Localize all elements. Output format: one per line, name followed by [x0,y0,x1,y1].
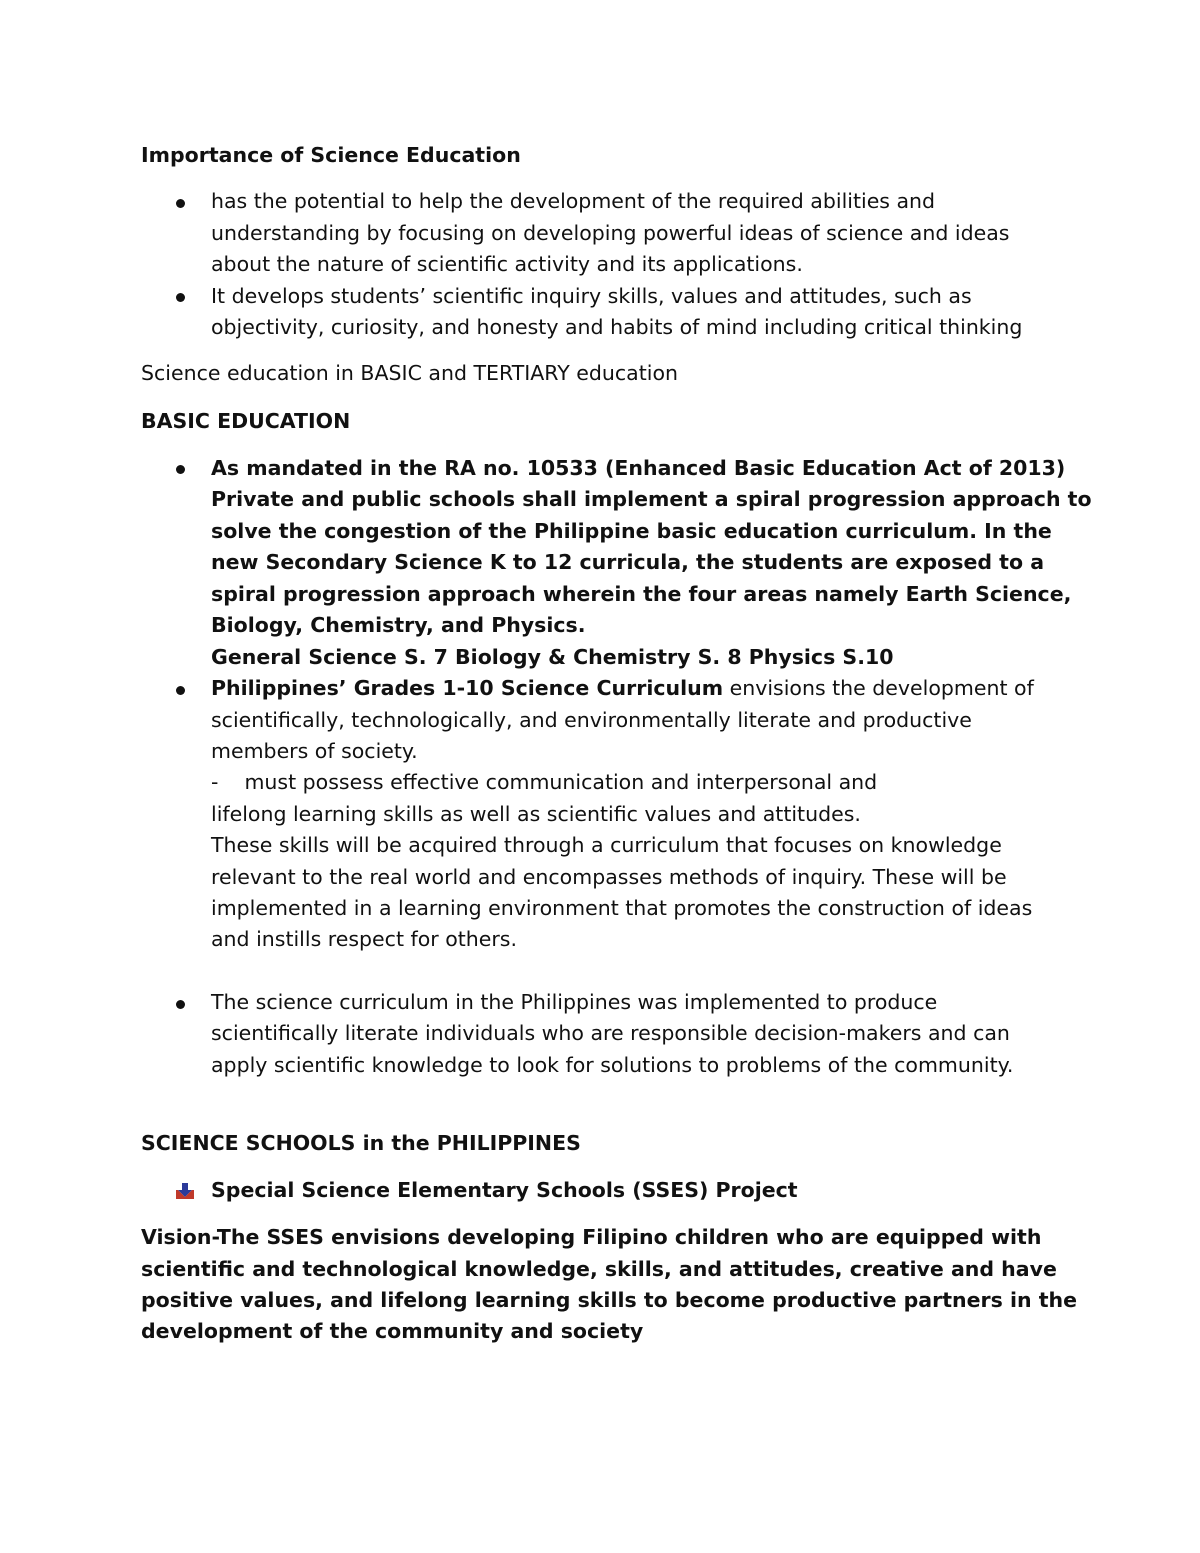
bullet-line: implemented in a learning environment that promotes the construction of ideas [211,896,1033,920]
vision-line: scientific and technological knowledge, skills, and attitudes, creative and have [141,1257,1057,1281]
vision-line: positive values, and lifelong learning skills to become productive partners in the [141,1288,1078,1312]
grade-levels-line: General Science S. 7 Biology & Chemistry S. 8 Physics S.10 [211,645,894,669]
bullet-line: and instills respect for others. [211,927,518,951]
bullet-line: The science curriculum in the Philippines was implemented to produce [211,990,938,1014]
section-title: Importance of Science Education [141,143,521,167]
bullet-line: about the nature of scientific activity and its applications. [211,252,803,276]
bullet-line: members of society. [211,739,418,763]
bullet-line: new Secondary Science K to 12 curricula, the students are exposed to a [211,550,1045,574]
vision-line: Vision-The SSES envisions developing Filipino children who are equipped with [141,1225,1042,1249]
bullet-dot [176,1000,185,1009]
bullet-line: As mandated in the RA no. 10533 (Enhanced Basic Education Act of 2013) [211,456,1066,480]
bullet-dot [176,293,185,302]
bullet-line: spiral progression approach wherein the four areas namely Earth Science, [211,582,1072,606]
bullet-dot [176,686,185,695]
bullet-line: objectivity, curiosity, and honesty and habits of mind including critical thinking [211,315,1023,339]
bullet-line: Biology, Chemistry, and Physics. [211,613,586,637]
basic-education-heading: BASIC EDUCATION [141,409,351,433]
bullet-line: scientifically literate individuals who are responsible decision-makers and can [211,1021,1010,1045]
vision-line: development of the community and society [141,1319,644,1343]
bullet-dot [176,199,185,208]
bullet-line: These skills will be acquired through a curriculum that focuses on knowledge [211,833,1002,857]
science-schools-heading: SCIENCE SCHOOLS in the PHILIPPINES [141,1131,581,1155]
arrow-bullet-icon [176,1182,194,1200]
bullet-line: It develops students’ scientific inquiry skills, values and attitudes, such as [211,284,972,308]
curriculum-name: Philippines’ Grades 1-10 Science Curriculum [211,676,724,700]
bullet-line: apply scientific knowledge to look for solutions to problems of the community. [211,1053,1014,1077]
dash-line: - must possess effective communication and interpersonal and [211,770,878,794]
intro-line: Science education in BASIC and TERTIARY education [141,361,678,385]
sses-project-item: Special Science Elementary Schools (SSES) Project [211,1178,798,1202]
bullet-line: has the potential to help the development of the required abilities and [211,189,936,213]
bullet-line: relevant to the real world and encompasses methods of inquiry. These will be [211,865,1007,889]
curriculum-desc: envisions the development of [723,676,1034,700]
bullet-line: understanding by focusing on developing powerful ideas of science and ideas [211,221,1010,245]
bullet-dot [176,465,185,474]
bullet-line [211,673,1034,705]
bullet-line: lifelong learning skills as well as scientific values and attitudes. [211,802,861,826]
bullet-line: solve the congestion of the Philippine basic education curriculum. In the [211,519,1052,543]
bullet-line: Private and public schools shall implement a spiral progression approach to [211,487,1092,511]
bullet-line: scientifically, technologically, and environmentally literate and productive [211,708,972,732]
